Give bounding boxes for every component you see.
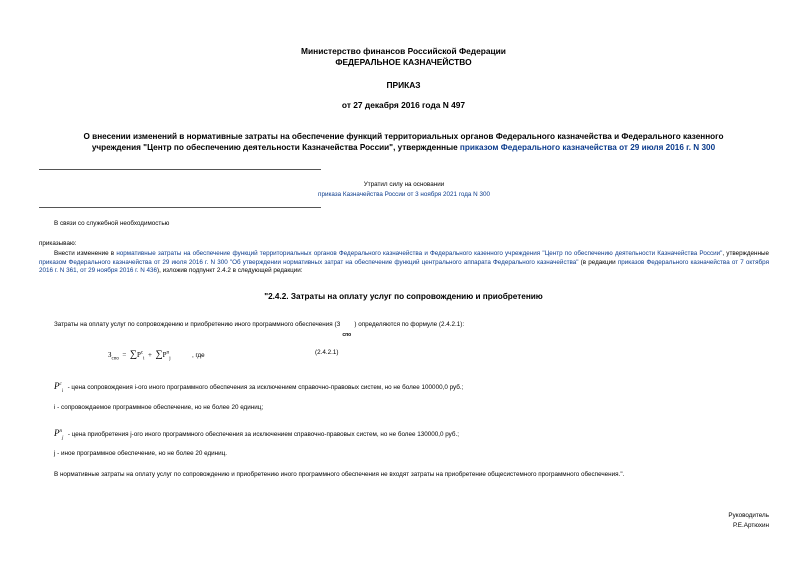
symbol-p-c-i: $P^c_i$ bbox=[54, 381, 64, 394]
doc-title-line2 bbox=[0, 142, 807, 153]
formula-number: (2.4.2.1) bbox=[315, 349, 339, 356]
formula-where: , где bbox=[192, 352, 205, 359]
section-heading: "2.4.2. Затраты на оплату услуг по сопровождению и приобретению bbox=[264, 292, 543, 301]
final-paragraph: В нормативные затраты на оплату услуг по сопровождению и приобретению иного программного обеспечения не входят затраты на приобретение общесистемного программного обеспечения.". bbox=[54, 471, 625, 478]
para-text-1: Внести изменение в bbox=[54, 250, 117, 257]
formula-intro: Затраты на оплату услуг по сопровождению и приобретению иного программного обеспечения (З спо ) определяются по формуле (2.4.2.1): bbox=[54, 321, 465, 338]
symbol-p-p-j: $P^п_j$ bbox=[54, 428, 64, 441]
definition-3-text: - цена приобретения j-ого иного программного обеспечения за исключением справочно-правовых систем, но не более 130000,0 руб.; bbox=[67, 431, 460, 438]
para-link-amendments[interactable]: приказов Федерального казначейства от 7 октября 2016 г. N 361, от 29 ноября 2016 г. N 436 bbox=[39, 258, 769, 274]
divider-bottom bbox=[39, 207, 321, 208]
signature-name: Р.Е.Артюхин bbox=[733, 522, 769, 529]
definition-1 bbox=[54, 376, 463, 394]
ministry-name: Министерство финансов Российской Федерации bbox=[301, 46, 506, 56]
formula-intro-b: ) определяются по формуле (2.4.2.1): bbox=[354, 321, 465, 328]
para-link-order-300[interactable]: приказом Федерального казначейства от 29 июля 2016 г. N 300 "Об утверждении нормативных затрат на обеспечение функций центрального аппарата Федерального казначейства" bbox=[39, 258, 579, 266]
definition-1-text: - цена сопровождения i-ого иного программного обеспечения за исключением справочно-правовых систем, но не более 100000,0 руб.; bbox=[67, 384, 464, 391]
formula-sum-2: $\sum P^п_j$ bbox=[155, 349, 171, 362]
para-text-3: (в редакции bbox=[578, 258, 618, 266]
doc-date-number: от 27 декабря 2016 года N 497 bbox=[341, 100, 466, 110]
signature-role: Руководитель bbox=[728, 512, 769, 519]
formula-lhs: $З_{спо}$ bbox=[108, 351, 119, 362]
definition-4: j - иное программное обеспечение, но не более 20 единиц. bbox=[54, 450, 228, 457]
formula-intro-a: Затраты на оплату услуг по сопровождению и приобретению иного программного обеспечения (З bbox=[54, 321, 341, 328]
formula-sum-1: $\sum P^c_i$ bbox=[129, 349, 145, 362]
divider-top bbox=[39, 169, 321, 170]
formula-expression: $З_{спо} = \sum P^c_i + \sum P^п_j$ bbox=[108, 349, 171, 362]
doc-title-line2-text: учреждения "Центр по обеспечению деятельности Казначейства России", утвержденные bbox=[91, 143, 460, 152]
revocation-link[interactable]: приказа Казначейства России от 3 ноября 2021 года N 300 bbox=[318, 191, 490, 198]
definition-3 bbox=[54, 423, 459, 441]
intro-text: В связи со служебной необходимостью bbox=[54, 220, 170, 227]
agency-name: ФЕДЕРАЛЬНОЕ КАЗНАЧЕЙСТВО bbox=[335, 57, 472, 67]
para-text-4: ), изложив подпункт 2.4.2 в следующей редакции: bbox=[157, 267, 303, 274]
doc-title-line1: О внесении изменений в нормативные затраты на обеспечение функций территориальных органов Федерального казначейства и Федерального казенного bbox=[83, 132, 724, 141]
title-order-link[interactable]: приказом Федерального казначейства от 29 июля 2016 г. N 300 bbox=[459, 143, 716, 152]
para-text-2: , утвержденные bbox=[722, 250, 769, 257]
definition-2: i - сопровождаемое программное обеспечение, но не более 20 единиц; bbox=[54, 404, 264, 411]
para-link-norms[interactable]: нормативные затраты на обеспечение функций территориальных органов Федерального казначейства и Федерального казенного учреждения "Центр по обеспечению деятельности Казначейства России" bbox=[116, 250, 723, 257]
order-word: приказываю: bbox=[39, 240, 77, 247]
revocation-text: Утратил силу на основании bbox=[363, 181, 445, 188]
amendment-paragraph bbox=[39, 250, 769, 276]
doc-type: ПРИКАЗ bbox=[386, 80, 421, 90]
